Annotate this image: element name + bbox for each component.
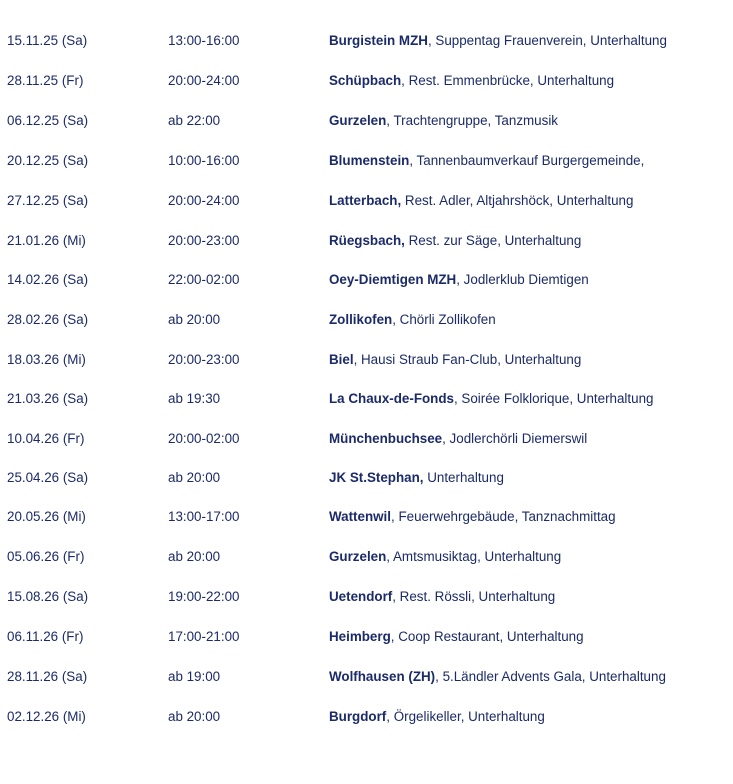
event-details: , Suppentag Frauenverein, Unterhaltung (427, 33, 667, 48)
event-description (329, 348, 729, 372)
event-date: 21.01.26 (Mi) (7, 233, 86, 248)
event-details: Rest. Adler, Altjahrshöck, Unterhaltung (401, 193, 634, 208)
event-description (329, 625, 729, 649)
event-details: , Rest. Rössli, Unterhaltung (392, 589, 556, 604)
event-date: 15.11.25 (Sa) (7, 33, 88, 48)
event-details: , Hausi Straub Fan-Club, Unterhaltung (353, 352, 582, 367)
event-place: JK St.Stephan, (329, 470, 424, 485)
schedule-row (0, 665, 733, 689)
event-details: , Tannenbaumverkauf Burgergemeinde, (409, 153, 645, 168)
schedule-row (0, 505, 733, 529)
event-date: 02.12.26 (Mi) (7, 709, 86, 724)
event-date: 28.11.26 (Sa) (7, 669, 88, 684)
event-date: 20.12.25 (Sa) (7, 153, 89, 168)
schedule-row (0, 189, 733, 213)
event-details: , Coop Restaurant, Unterhaltung (390, 629, 584, 644)
event-place: Latterbach, (329, 193, 402, 208)
event-description (329, 149, 729, 173)
event-details: , Örgelikeller, Unterhaltung (386, 709, 545, 724)
schedule-row (0, 387, 733, 411)
event-description (329, 387, 729, 411)
event-place: Burgdorf (329, 709, 387, 724)
schedule-row (0, 29, 733, 53)
event-place: Gurzelen (329, 549, 387, 564)
event-description (329, 268, 729, 292)
event-place: Schüpbach (329, 73, 402, 88)
event-date: 21.03.26 (Sa) (7, 391, 89, 406)
event-details: , Trachtengruppe, Tanzmusik (386, 113, 558, 128)
schedule-row (0, 348, 733, 372)
event-date: 05.06.26 (Fr) (7, 549, 85, 564)
schedule-row (0, 545, 733, 569)
event-time: 22:00-02:00 (168, 272, 240, 287)
event-date: 10.04.26 (Fr) (7, 431, 85, 446)
event-date: 06.11.26 (Fr) (7, 629, 84, 644)
event-time: ab 19:00 (168, 669, 221, 684)
event-description (329, 466, 729, 490)
schedule-row (0, 466, 733, 490)
schedule-row (0, 625, 733, 649)
event-description (329, 189, 729, 213)
event-date: 14.02.26 (Sa) (7, 272, 89, 287)
event-date: 06.12.25 (Sa) (7, 113, 89, 128)
event-time: 20:00-02:00 (168, 431, 240, 446)
schedule-row (0, 585, 733, 609)
event-date: 15.08.26 (Sa) (7, 589, 89, 604)
event-details: , Jodlerklub Diemtigen (456, 272, 589, 287)
schedule-row (0, 268, 733, 292)
event-details: , Feuerwehrgebäude, Tanznachmittag (391, 509, 616, 524)
event-time: ab 19:30 (168, 391, 221, 406)
event-time: 20:00-23:00 (168, 352, 240, 367)
event-time: 13:00-17:00 (168, 509, 240, 524)
event-place: Rüegsbach, (329, 233, 405, 248)
event-description (329, 427, 729, 451)
event-place: Oey-Diemtigen MZH (329, 272, 457, 287)
event-time: 20:00-23:00 (168, 233, 240, 248)
event-place: Wattenwil (329, 509, 391, 524)
event-description (329, 308, 729, 332)
event-time: ab 20:00 (168, 312, 221, 327)
event-place: La Chaux-de-Fonds (329, 391, 454, 406)
event-description (329, 665, 729, 689)
event-description (329, 585, 729, 609)
event-description (329, 545, 729, 569)
event-time: 20:00-24:00 (168, 193, 240, 208)
event-place: Blumenstein (329, 153, 410, 168)
event-time: ab 20:00 (168, 549, 221, 564)
event-place: Münchenbuchsee (329, 431, 443, 446)
event-place: Wolfhausen (ZH) (329, 669, 436, 684)
event-time: 20:00-24:00 (168, 73, 240, 88)
schedule-row (0, 705, 733, 729)
event-date: 27.12.25 (Sa) (7, 193, 89, 208)
event-details: , Soirée Folklorique, Unterhaltung (453, 391, 654, 406)
event-date: 20.05.26 (Mi) (7, 509, 86, 524)
schedule-row (0, 308, 733, 332)
schedule-row (0, 427, 733, 451)
event-description (329, 705, 729, 729)
event-place: Biel (329, 352, 354, 367)
event-date: 18.03.26 (Mi) (7, 352, 86, 367)
event-details: , Chörli Zollikofen (392, 312, 496, 327)
event-description (329, 29, 729, 53)
event-description (329, 505, 729, 529)
event-description (329, 109, 729, 133)
event-details: , 5.Ländler Advents Gala, Unterhaltung (435, 669, 666, 684)
event-place: Uetendorf (329, 589, 393, 604)
event-details: Unterhaltung (423, 470, 504, 485)
event-time: 17:00-21:00 (168, 629, 240, 644)
event-description (329, 229, 729, 253)
event-date: 25.04.26 (Sa) (7, 470, 89, 485)
event-details: Rest. zur Säge, Unterhaltung (404, 233, 582, 248)
schedule-row (0, 229, 733, 253)
event-place: Zollikofen (329, 312, 393, 327)
event-date: 28.02.26 (Sa) (7, 312, 89, 327)
schedule-row (0, 109, 733, 133)
event-time: 10:00-16:00 (168, 153, 240, 168)
event-details: , Rest. Emmenbrücke, Unterhaltung (401, 73, 615, 88)
event-time: ab 20:00 (168, 709, 221, 724)
event-time: ab 20:00 (168, 470, 221, 485)
event-place: Gurzelen (329, 113, 387, 128)
event-place: Heimberg (329, 629, 391, 644)
event-place: Burgistein MZH (329, 33, 428, 48)
event-description (329, 69, 729, 93)
event-time: 19:00-22:00 (168, 589, 240, 604)
schedule-row (0, 69, 733, 93)
event-details: , Amtsmusiktag, Unterhaltung (386, 549, 562, 564)
event-time: 13:00-16:00 (168, 33, 240, 48)
event-date: 28.11.25 (Fr) (7, 73, 84, 88)
event-details: , Jodlerchörli Diemerswil (442, 431, 588, 446)
schedule-row (0, 149, 733, 173)
event-time: ab 22:00 (168, 113, 221, 128)
